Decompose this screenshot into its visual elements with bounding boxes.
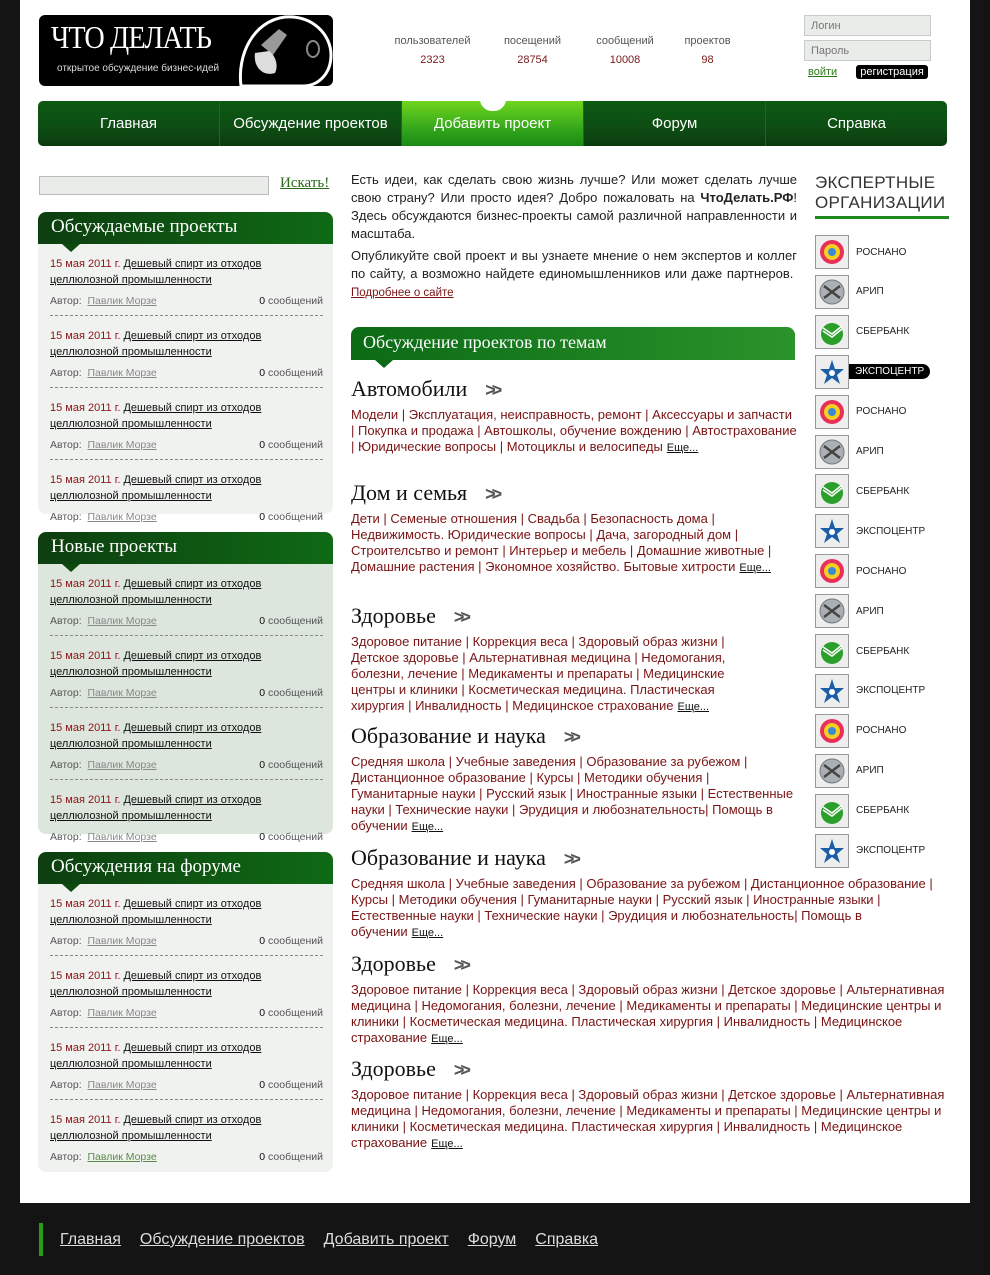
item-date: 15 мая 2011 г. bbox=[50, 1042, 121, 1054]
topic-subcategory-links[interactable]: Средняя школа | Учебные заведения | Образование за рубежом | Дистанционное образование | Курсы | Методики обучения | Гуманитарные науки | Русский язык | Иностранные языки | Естественные науки | Технические науки | Эрудиция и любознательность| Помощь в обучении bbox=[351, 754, 794, 833]
list-item bbox=[50, 780, 323, 851]
expocentr-logo-icon bbox=[815, 355, 849, 389]
topic-title[interactable]: Автомобили bbox=[351, 376, 468, 401]
item-title-link[interactable]: Дешевый спирт из отходов целлюлозной промышленности bbox=[50, 970, 262, 998]
expert-org-item[interactable] bbox=[815, 594, 884, 628]
author-label: Автор: bbox=[50, 367, 82, 379]
new-projects-box bbox=[38, 532, 333, 843]
author-link[interactable]: Павлик Морзе bbox=[87, 439, 157, 451]
stat-visits: посещений 28754 bbox=[503, 35, 562, 66]
author-link[interactable]: Павлик Морзе bbox=[87, 759, 157, 771]
author-link[interactable]: Павлик Морзе bbox=[87, 295, 157, 307]
author-link[interactable]: Павлик Морзе bbox=[87, 1079, 157, 1091]
author-label: Автор: bbox=[50, 935, 82, 947]
item-date: 15 мая 2011 г. bbox=[50, 330, 121, 342]
expert-org-item[interactable] bbox=[815, 514, 925, 548]
item-title-link[interactable]: Дешевый спирт из отходов целлюлозной промышленности bbox=[50, 650, 262, 678]
expert-org-item[interactable] bbox=[815, 634, 909, 668]
expert-org-item[interactable] bbox=[815, 474, 909, 508]
search-button[interactable]: Искать! bbox=[280, 175, 330, 191]
double-chevron-right-icon[interactable]: >> bbox=[563, 849, 577, 869]
topic-title[interactable]: Образование и наука bbox=[351, 845, 546, 870]
org-name: ЭКСПОЦЕНТР bbox=[849, 364, 930, 379]
message-count: 0 сообщений bbox=[259, 831, 323, 843]
topic-more-link[interactable]: Еще... bbox=[431, 1138, 463, 1150]
expocentr-logo-icon bbox=[815, 834, 849, 868]
list-item bbox=[50, 460, 323, 531]
expert-org-item[interactable] bbox=[815, 355, 930, 389]
author-label: Автор: bbox=[50, 511, 82, 523]
rosnano-logo-icon bbox=[815, 395, 849, 429]
item-date: 15 мая 2011 г. bbox=[50, 650, 121, 662]
org-name: РОСНАНО bbox=[856, 406, 907, 418]
author-link[interactable]: Павлик Морзе bbox=[87, 367, 157, 379]
message-count: 0 сообщений bbox=[259, 615, 323, 627]
rosnano-logo-icon bbox=[815, 235, 849, 269]
sberbank-logo-icon bbox=[815, 315, 849, 349]
org-name: СБЕРБАНК bbox=[856, 326, 910, 338]
org-name: РОСНАНО bbox=[856, 565, 907, 577]
box-title: Обсуждения на форуме bbox=[38, 852, 333, 884]
list-item bbox=[50, 1100, 323, 1171]
topic-block bbox=[351, 603, 771, 715]
password-input[interactable] bbox=[804, 40, 931, 61]
author-link[interactable]: Павлик Морзе bbox=[87, 687, 157, 699]
project-list bbox=[38, 244, 333, 531]
item-date: 15 мая 2011 г. bbox=[50, 794, 121, 806]
list-item bbox=[50, 956, 323, 1028]
author-link[interactable]: Павлик Морзе bbox=[87, 615, 157, 627]
topic-title[interactable]: Здоровье bbox=[351, 951, 436, 976]
author-label: Автор: bbox=[50, 1151, 82, 1163]
expert-org-item[interactable] bbox=[815, 834, 925, 868]
list-item bbox=[50, 708, 323, 780]
nav-help[interactable]: Справка bbox=[827, 115, 886, 132]
topic-more-link[interactable]: Еще... bbox=[739, 562, 771, 574]
org-name: АРИП bbox=[856, 446, 884, 457]
arip-logo-icon bbox=[815, 594, 849, 628]
topics-section-title: Обсуждение проектов по темам bbox=[351, 327, 795, 360]
forum-discussions-box bbox=[38, 852, 333, 1172]
project-list bbox=[38, 884, 333, 1171]
topic-more-link[interactable]: Еще... bbox=[411, 821, 444, 833]
intro-text bbox=[351, 171, 797, 306]
site-stats bbox=[390, 35, 755, 66]
double-chevron-right-icon[interactable]: >> bbox=[453, 955, 467, 975]
list-item bbox=[50, 1028, 323, 1100]
expocentr-logo-icon bbox=[815, 674, 849, 708]
list-item bbox=[50, 388, 323, 460]
double-chevron-right-icon[interactable]: >> bbox=[563, 727, 577, 747]
arip-logo-icon bbox=[815, 435, 849, 469]
item-title-link[interactable]: Дешевый спирт из отходов целлюлозной промышленности bbox=[50, 474, 262, 502]
expert-org-item[interactable] bbox=[815, 554, 906, 588]
item-date: 15 мая 2011 г. bbox=[50, 898, 121, 910]
expert-org-item[interactable] bbox=[815, 435, 884, 469]
topic-subcategory-links[interactable]: Здоровое питание | Коррекция веса | Здоровый образ жизни | Детское здоровье | Альтернативная медицина | Недомогания, болезни, лечение | Медикаменты и препараты | Медицинские центры и клиники | Косметическая медицина. Пластическая хирургия | Инвалидность | Медицинское страхование bbox=[351, 982, 945, 1045]
message-count: 0 сообщений bbox=[259, 295, 323, 307]
message-count: 0 сообщений bbox=[259, 511, 323, 523]
logo-title: ЧТО ДЕЛАТЬ bbox=[51, 19, 212, 55]
item-title-link[interactable]: Дешевый спирт из отходов целлюлозной промышленности bbox=[50, 722, 262, 750]
double-chevron-right-icon[interactable]: >> bbox=[453, 607, 467, 627]
topic-subcategory-links[interactable]: Здоровое питание | Коррекция веса | Здоровый образ жизни | Детское здоровье | Альтернативная медицина | Недомогания, болезни, лечение | Медикаменты и препараты | Медицинские центры и клиники | Косметическая медицина. Пластическая хирургия | Инвалидность | Медицинское страхование bbox=[351, 634, 726, 713]
topic-title[interactable]: Здоровье bbox=[351, 603, 436, 628]
box-title: Обсуждаемые проекты bbox=[38, 212, 333, 244]
search-input[interactable] bbox=[39, 176, 269, 195]
double-chevron-right-icon[interactable]: >> bbox=[453, 1060, 467, 1080]
site-logo[interactable] bbox=[39, 15, 333, 86]
double-chevron-right-icon[interactable]: >> bbox=[485, 484, 499, 504]
rosnano-logo-icon bbox=[815, 714, 849, 748]
topic-more-link[interactable]: Еще... bbox=[431, 1033, 463, 1045]
author-label: Автор: bbox=[50, 687, 82, 699]
login-form bbox=[804, 15, 931, 78]
author-label: Автор: bbox=[50, 1079, 82, 1091]
author-label: Автор: bbox=[50, 439, 82, 451]
org-name: АРИП bbox=[856, 286, 884, 298]
author-label: Автор: bbox=[50, 1007, 82, 1019]
register-button[interactable]: регистрация bbox=[856, 65, 928, 79]
topic-block bbox=[351, 480, 797, 576]
intro-paragraph-1: Есть идеи, как сделать свою жизнь лучше? Или может сделать лучше свою страну? Или просто идея? Добро пожаловать на ЧтоДелать.РФ! Здесь обсуждаются бизнес-проекты самой различной направленности и масштаба. bbox=[351, 172, 797, 241]
item-title-link[interactable]: Дешевый спирт из отходов целлюлозной промышленности bbox=[50, 258, 262, 286]
login-button[interactable]: войти bbox=[808, 66, 838, 78]
footer-link-add-project[interactable]: Добавить проект bbox=[323, 1230, 449, 1248]
author-link[interactable]: Павлик Морзе bbox=[87, 1151, 157, 1163]
topic-block bbox=[351, 1056, 951, 1152]
stat-projects: проектов 98 bbox=[684, 35, 731, 66]
footer-link-projects-discussion[interactable]: Обсуждение проектов bbox=[139, 1230, 305, 1248]
author-label: Автор: bbox=[50, 295, 82, 307]
topic-block bbox=[351, 723, 797, 835]
box-title: Новые проекты bbox=[38, 532, 333, 564]
expocentr-logo-icon bbox=[815, 514, 849, 548]
footer-link-forum[interactable]: Форум bbox=[467, 1230, 517, 1248]
topic-block bbox=[351, 951, 951, 1047]
author-link[interactable]: Павлик Морзе bbox=[87, 1007, 157, 1019]
author-link[interactable]: Павлик Морзе bbox=[87, 511, 157, 523]
org-name: ЭКСПОЦЕНТР bbox=[856, 685, 926, 697]
expert-org-item[interactable] bbox=[815, 395, 906, 429]
list-item bbox=[50, 316, 323, 388]
item-title-link[interactable]: Дешевый спирт из отходов целлюлозной промышленности bbox=[50, 1114, 262, 1142]
arip-logo-icon bbox=[815, 275, 849, 309]
item-title-link[interactable]: Дешевый спирт из отходов целлюлозной промышленности bbox=[50, 330, 262, 358]
message-count: 0 сообщений bbox=[259, 935, 323, 947]
sberbank-logo-icon bbox=[815, 474, 849, 508]
double-chevron-right-icon[interactable]: >> bbox=[485, 380, 499, 400]
item-date: 15 мая 2011 г. bbox=[50, 578, 121, 590]
footer-nav bbox=[39, 1223, 598, 1256]
list-item bbox=[50, 564, 323, 636]
project-list bbox=[38, 564, 333, 851]
topic-subcategory-links[interactable]: Дети | Семеные отношения | Свадьба | Безопасность дома | Недвижимость. Юридические вопросы | Дача, загородный дом | Строителсьтво и ремонт | Интерьер и мебель | Домашние животные | Домашние растения | Экономное хозяйство. Бытовые хитрости bbox=[351, 511, 772, 574]
item-date: 15 мая 2011 г. bbox=[50, 258, 121, 270]
author-label: Автор: bbox=[50, 831, 82, 843]
footer-link-help[interactable]: Справка bbox=[535, 1230, 599, 1248]
item-date: 15 мая 2011 г. bbox=[50, 970, 121, 982]
expert-org-item[interactable] bbox=[815, 275, 884, 309]
topic-more-link[interactable]: Еще... bbox=[666, 442, 699, 454]
item-date: 15 мая 2011 г. bbox=[50, 722, 121, 734]
topic-title[interactable]: Образование и наука bbox=[351, 723, 546, 748]
author-label: Автор: bbox=[50, 759, 82, 771]
footer-link-home[interactable]: Главная bbox=[60, 1230, 121, 1248]
about-site-link[interactable]: Подробнее о сайте bbox=[351, 287, 454, 299]
message-count: 0 сообщений bbox=[259, 439, 323, 451]
author-label: Автор: bbox=[50, 615, 82, 627]
topic-subcategory-links[interactable]: Модели | Эксплуатация, неисправность, ремонт | Аксессуары и запчасти | Покупка и продажа | Автошколы, обучение вождению | Автострахование | Юридические вопросы | Мотоциклы и велосипеды bbox=[351, 407, 797, 454]
expert-org-item[interactable] bbox=[815, 714, 906, 748]
thinking-monkey-icon bbox=[233, 15, 333, 86]
message-count: 0 сообщений bbox=[259, 1007, 323, 1019]
list-item bbox=[50, 884, 323, 956]
message-count: 0 сообщений bbox=[259, 759, 323, 771]
stat-messages: сообщений 10008 bbox=[596, 35, 654, 66]
stat-users: пользователей 2323 bbox=[394, 35, 471, 66]
intro-paragraph-2: Опубликуйте свой проект и вы узнаете мнение о нем экспертов и коллег по сайту, а возможно найдете единомышленников или даже партнеров. Подробнее о сайте bbox=[351, 248, 797, 299]
item-title-link[interactable]: Дешевый спирт из отходов целлюлозной промышленности bbox=[50, 794, 262, 822]
nav-home[interactable]: Главная bbox=[38, 101, 220, 146]
logo-subtitle: открытое обсуждение бизнес-идей bbox=[57, 63, 220, 74]
org-name: СБЕРБАНК bbox=[856, 805, 910, 817]
org-name: АРИП bbox=[856, 765, 884, 777]
topic-block bbox=[351, 376, 797, 456]
org-name: ЭКСПОЦЕНТР bbox=[856, 845, 926, 856]
org-name: ЭКСПОЦЕНТР bbox=[856, 525, 926, 537]
item-date: 15 мая 2011 г. bbox=[50, 402, 121, 414]
sberbank-logo-icon bbox=[815, 634, 849, 668]
nav-forum[interactable]: Форум bbox=[584, 101, 766, 146]
message-count: 0 сообщений bbox=[259, 1079, 323, 1091]
org-name: СБЕРБАНК bbox=[856, 485, 910, 497]
org-name: РОСНАНО bbox=[856, 246, 907, 258]
discussed-projects-box bbox=[38, 212, 333, 523]
topic-more-link[interactable]: Еще... bbox=[411, 927, 444, 939]
list-item bbox=[50, 636, 323, 708]
expert-org-item[interactable] bbox=[815, 235, 906, 269]
author-link[interactable]: Павлик Морзе bbox=[87, 935, 157, 947]
message-count: 0 сообщений bbox=[259, 367, 323, 379]
sberbank-logo-icon bbox=[815, 794, 849, 828]
expert-org-item[interactable] bbox=[815, 674, 925, 708]
expert-orgs-title: ЭКСПЕРТНЫЕ ОРГАНИЗАЦИИ bbox=[815, 173, 949, 219]
brand-name: ЧтоДелать.РФ bbox=[700, 190, 794, 205]
author-link[interactable]: Павлик Морзе bbox=[87, 831, 157, 843]
topic-title[interactable]: Дом и семья bbox=[351, 480, 468, 505]
topic-title[interactable]: Здоровье bbox=[351, 1056, 436, 1081]
topic-more-link[interactable]: Еще... bbox=[677, 701, 710, 713]
list-item bbox=[50, 244, 323, 316]
org-name: СБЕРБАНК bbox=[856, 645, 910, 657]
item-title-link[interactable]: Дешевый спирт из отходов целлюлозной промышленности bbox=[50, 1042, 262, 1070]
nav-projects-discussion[interactable]: Обсуждение проектов bbox=[220, 101, 402, 146]
page bbox=[20, 0, 970, 1203]
main-nav bbox=[38, 101, 947, 146]
org-name: АРИП bbox=[856, 605, 884, 617]
item-title-link[interactable]: Дешевый спирт из отходов целлюлозной промышленности bbox=[50, 402, 262, 430]
rosnano-logo-icon bbox=[815, 554, 849, 588]
item-title-link[interactable]: Дешевый спирт из отходов целлюлозной промышленности bbox=[50, 578, 262, 606]
expert-org-item[interactable] bbox=[815, 315, 909, 349]
topic-subcategory-links[interactable]: Здоровое питание | Коррекция веса | Здоровый образ жизни | Детское здоровье | Альтернативная медицина | Недомогания, болезни, лечение | Медикаменты и препараты | Медицинские центры и клиники | Косметическая медицина. Пластическая хирургия | Инвалидность | Медицинское страхование bbox=[351, 1087, 945, 1150]
message-count: 0 сообщений bbox=[259, 687, 323, 699]
expert-org-item[interactable] bbox=[815, 754, 884, 788]
topic-subcategory-links[interactable]: Средняя школа | Учебные заведения | Образование за рубежом | Дистанционное образование | Курсы | Методики обучения | Гуманитарные науки | Русский язык | Иностранные языки | Естественные науки | Технические науки | Эрудиция и любознательность| Помощь в обучении bbox=[351, 876, 933, 939]
arip-logo-icon bbox=[815, 754, 849, 788]
message-count: 0 сообщений bbox=[259, 1151, 323, 1163]
item-date: 15 мая 2011 г. bbox=[50, 474, 121, 486]
expert-org-item[interactable] bbox=[815, 794, 909, 828]
login-input[interactable] bbox=[804, 15, 931, 36]
nav-add-project[interactable]: Добавить проект bbox=[402, 101, 584, 146]
item-title-link[interactable]: Дешевый спирт из отходов целлюлозной промышленности bbox=[50, 898, 262, 926]
item-date: 15 мая 2011 г. bbox=[50, 1114, 121, 1126]
org-name: РОСНАНО bbox=[856, 725, 907, 737]
